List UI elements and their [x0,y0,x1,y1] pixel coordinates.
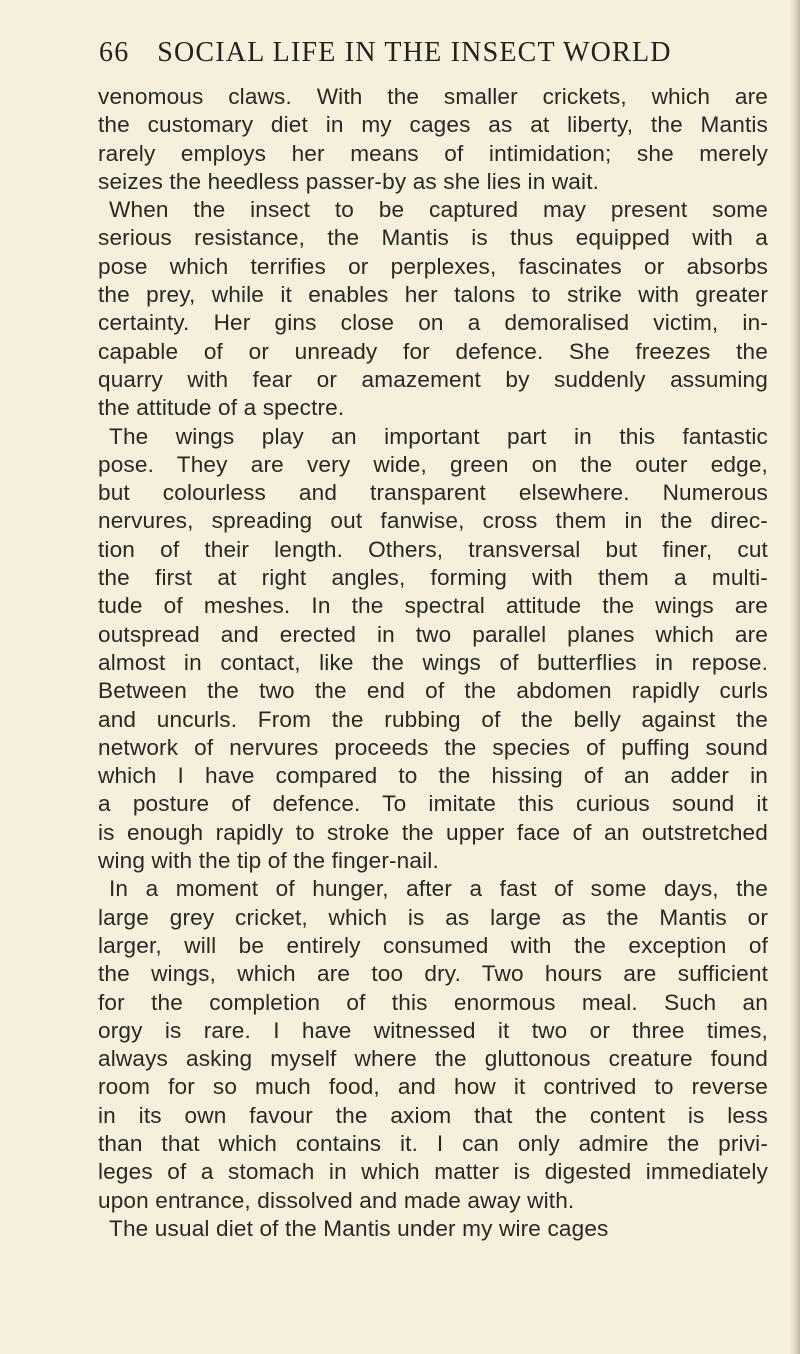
text-line: the attitude of a spectre. [98,395,345,421]
text-line: and uncurls. From the rubbing of the belly against the [98,706,768,732]
text-line: The wings play an important part in this fantastic [109,423,768,449]
text-line: orgy is rare. I have witnessed it two or three times, [98,1017,768,1043]
text-line: for the completion of this enormous meal. Such an [98,989,768,1015]
text-line: leges of a stomach in which matter is digested immediately [98,1159,768,1185]
text-line: the prey, while it enables her talons to strike with greater [98,282,768,308]
text-line: the customary diet in my cages as at liberty, the Mantis [98,112,768,138]
text-line: When the insect to be captured may present some [109,197,768,223]
text-line: capable of or unready for defence. She freezes the [98,338,768,364]
text-line: rarely employs her means of intimidation; she merely [98,140,768,166]
text-line: but colourless and transparent elsewhere. Numerous [98,480,768,506]
text-line: a posture of defence. To imitate this curious sound it [98,791,768,817]
text-line: the wings, which are too dry. Two hours are sufficient [98,961,768,987]
text-line: wing with the tip of the finger-nail. [98,848,439,874]
text-line: certainty. Her gins close on a demoralised victim, in- [98,310,768,336]
text-line: is enough rapidly to stroke the upper face of an outstretched [98,819,768,845]
text-line: In a moment of hunger, after a fast of some days, the [109,876,768,902]
text-line: in its own favour the axiom that the content is less [98,1102,768,1128]
text-line: the first at right angles, forming with them a multi- [98,565,768,591]
page-number: 66 [99,37,130,68]
text-line: than that which contains it. I can only admire the privi- [98,1130,768,1156]
text-line: tude of meshes. In the spectral attitude the wings are [98,593,768,619]
text-line: seizes the heedless passer-by as she lies in wait. [98,168,600,194]
text-line: large grey cricket, which is as large as the Mantis or [98,904,768,930]
text-line: pose. They are very wide, green on the outer edge, [98,451,768,477]
text-line: pose which terrifies or perplexes, fascinates or absorbs [98,253,768,279]
text-line: upon entrance, dissolved and made away with. [98,1187,575,1213]
text-line: The usual diet of the Mantis under my wire cages [109,1215,609,1241]
body-text [98,83,768,1323]
text-line: always asking myself where the gluttonous creature found [98,1046,768,1072]
text-line: larger, will be entirely consumed with the exception of [98,932,768,958]
text-line: which I have compared to the hissing of an adder in [98,763,768,789]
text-line: quarry with fear or amazement by suddenly assuming [98,366,768,392]
page-edge-shadow [790,0,800,1354]
running-header [99,34,739,72]
text-line: serious resistance, the Mantis is thus equipped with a [98,225,768,251]
text-line: Between the two the end of the abdomen rapidly curls [98,678,768,704]
text-line: almost in contact, like the wings of butterflies in repose. [98,649,768,675]
text-line: outspread and erected in two parallel planes which are [98,621,768,647]
text-line: venomous claws. With the smaller crickets, which are [98,84,768,109]
text-line: room for so much food, and how it contrived to reverse [98,1074,768,1100]
text-line: tion of their length. Others, transversal but finer, cut [98,536,768,562]
text-line: nervures, spreading out fanwise, cross them in the direc- [98,508,768,534]
running-title: SOCIAL LIFE IN THE INSECT WORLD [157,37,672,68]
text-line: network of nervures proceeds the species of puffing sound [98,734,768,760]
